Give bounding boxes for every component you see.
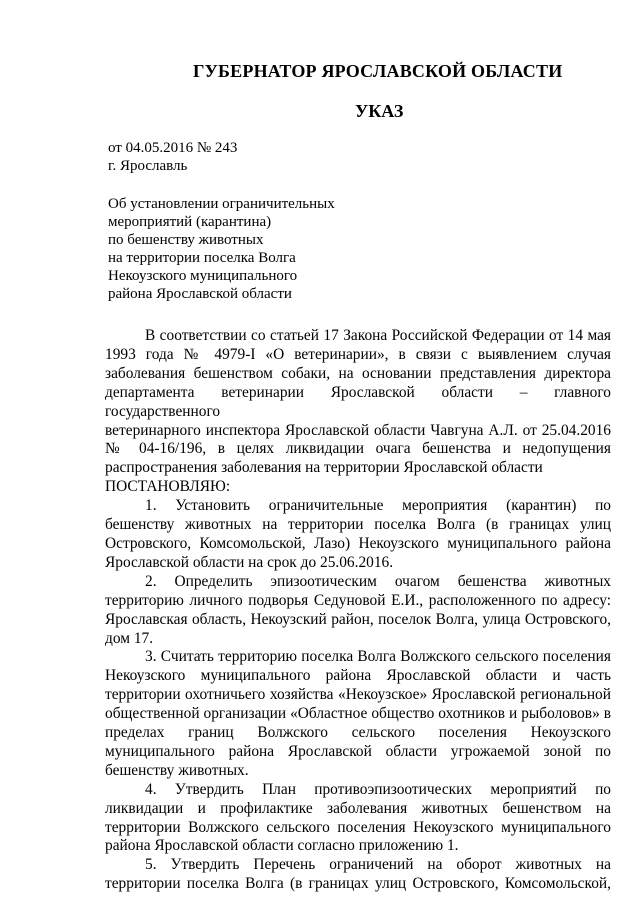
- resolve-word: ПОСТАНОВЛЯЮ:: [105, 478, 231, 496]
- date-number: от 04.05.2016 № 243: [108, 140, 238, 156]
- item-3-line: 3. Считать территорию поселка Волга Волжского сельского поселения: [145, 648, 611, 666]
- item-4-line: района Ярославской области согласно приложению 1.: [105, 837, 459, 855]
- subject-line: Некоузского муниципального: [108, 268, 298, 284]
- subject-line: Об установлении ограничительных: [108, 196, 335, 212]
- document-body: [105, 327, 611, 894]
- subject-line: на территории поселка Волга: [108, 250, 296, 266]
- item-3-line: территории охотничьего хозяйства «Некоузское» Ярославской региональной: [105, 686, 611, 704]
- item-2-line: Ярославская область, Некоузский район, поселок Волга, улица Островского,: [105, 610, 611, 628]
- item-4-line: ликвидации и профилактике заболевания животных бешенством на: [105, 799, 611, 817]
- item-1-line: Островского, Комсомольской, Лазо) Некоузского муниципального района: [105, 534, 611, 552]
- item-4-line: 4. Утвердить План противоэпизоотических мероприятий по: [145, 780, 611, 798]
- item-3-line: бешенству животных.: [105, 761, 249, 779]
- item-3-line: общественной организации «Областное общество охотников и рыболовов» в: [105, 705, 611, 723]
- document-title: ГУБЕРНАТОР ЯРОСЛАВСКОЙ ОБЛАСТИ: [193, 61, 563, 81]
- body-line: № 04-16/196, в целях ликвидации очага бешенства и недопущения: [105, 440, 611, 458]
- document-type: УКАЗ: [355, 101, 404, 121]
- item-3-line: пределах границ Волжского сельского поселения Некоузского: [105, 724, 611, 742]
- body-line: 1993 года № 4979-I «О ветеринарии», в связи с выявлением случая: [105, 345, 611, 363]
- body-line: распространения заболевания на территории Ярославской области: [105, 459, 543, 477]
- body-line: В соответствии со статьей 17 Закона Российской Федерации от 14 мая: [145, 327, 611, 344]
- item-1-line: бешенству животных на территории поселка Волга (в границах улиц: [105, 516, 611, 534]
- body-line: департамента ветеринарии Ярославской области – главного государственного: [105, 383, 611, 420]
- item-2-line: дом 17.: [105, 629, 154, 647]
- body-line: заболевания бешенством собаки, на основании представления директора: [105, 364, 611, 382]
- document-meta: [108, 139, 237, 175]
- subject-line: по бешенству животных: [108, 232, 264, 248]
- item-4-line: территории Волжского сельского поселения Некоузского муниципального: [105, 818, 611, 836]
- subject-line: района Ярославской области: [108, 286, 292, 302]
- item-3-line: Некоузского муниципального района Ярославской области и часть: [105, 667, 611, 685]
- item-2-line: территорию личного подворья Седуновой Е.И., расположенного по адресу:: [105, 591, 611, 609]
- item-2-line: 2. Определить эпизоотическим очагом бешенства животных: [145, 572, 611, 590]
- subject-line: мероприятий (карантина): [108, 214, 272, 230]
- item-1-line: 1. Установить ограничительные мероприятия (карантин) по: [145, 497, 611, 515]
- item-5-line: территории поселка Волга (в границах улиц Островского, Комсомольской,: [105, 875, 611, 893]
- item-5-line: 5. Утвердить Перечень ограничений на оборот животных на: [145, 856, 611, 874]
- city: г. Ярославль: [108, 158, 188, 174]
- document-subject: [108, 195, 335, 303]
- item-3-line: муниципального района Ярославской области угрожаемой зоной по: [105, 742, 611, 760]
- body-line: ветеринарного инспектора Ярославской области Чавгуна А.Л. от 25.04.2016: [105, 421, 611, 439]
- item-1-line: Ярославской области на срок до 25.06.2016.: [105, 553, 394, 571]
